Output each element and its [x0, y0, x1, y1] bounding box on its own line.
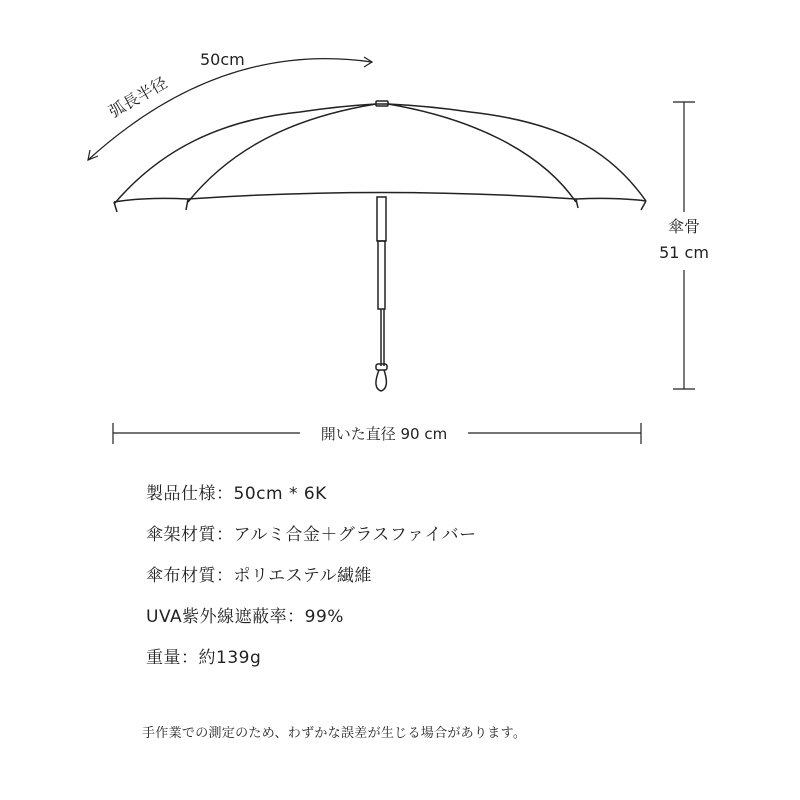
- rib-tip-left-outer: [114, 202, 117, 212]
- umbrella: [114, 101, 646, 391]
- spec-row-weight: [146, 648, 477, 668]
- canopy-inner-right: [388, 104, 576, 202]
- spec-value: 50cm * 6K: [233, 484, 327, 504]
- spec-label: 製品仕様：: [146, 484, 234, 504]
- rib-tip-right-inner: [576, 199, 578, 208]
- umbrella-shaft-lower: [378, 241, 385, 309]
- spec-list: [146, 484, 477, 689]
- rib-tip-left-inner: [186, 199, 188, 210]
- canopy-inner-left: [188, 104, 376, 202]
- spec-row-frame-material: [146, 525, 477, 545]
- umbrella-shaft-upper: [377, 197, 386, 241]
- diameter-label: 開いた直径 90 cm: [320, 425, 448, 443]
- spec-row-uva-blocking: [146, 607, 477, 627]
- rib-tip-right-outer: [641, 201, 646, 210]
- spec-value: アルミ合金＋グラスファイバー: [233, 525, 477, 545]
- rib-label: 傘骨: [667, 217, 701, 236]
- arc-length-dimension: [88, 50, 372, 160]
- spec-row-product: [146, 484, 477, 504]
- spec-row-fabric-material: [146, 566, 477, 586]
- spec-value: ポリエステル繊維: [233, 566, 372, 586]
- spec-value: 約139g: [198, 648, 262, 668]
- umbrella-strap: [376, 370, 386, 391]
- arc-radius-label: 弧長半径: [105, 73, 171, 122]
- measurement-note: 手作業での測定のため、わずかな誤差が生じる場合があります。: [142, 726, 527, 741]
- spec-label: 傘布材質：: [146, 566, 234, 586]
- spec-label: UVA紫外線遮蔽率：: [146, 607, 305, 627]
- spec-label: 傘架材質：: [146, 525, 234, 545]
- spec-value: 99%: [304, 607, 344, 627]
- spec-label: 重量：: [146, 648, 199, 668]
- rib-value: 51 cm: [659, 243, 709, 262]
- arc-radius-value: 50cm: [200, 50, 245, 69]
